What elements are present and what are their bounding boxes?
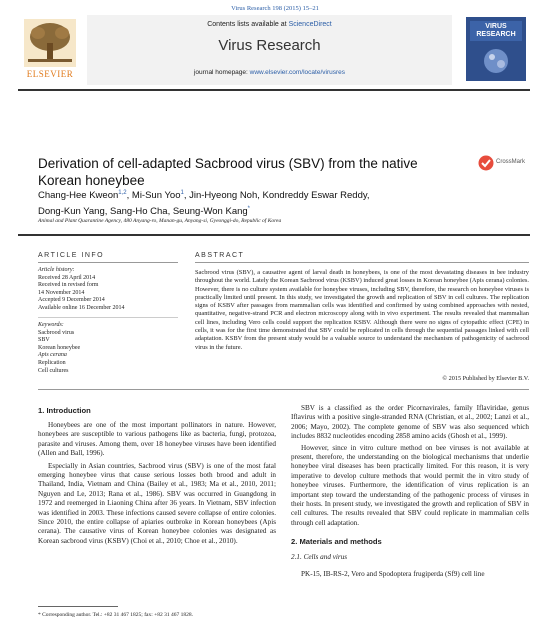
right-paragraph-2: However, since in vitro culture method on bee viruses is not available at present, therefore, the understanding on the biological mechanisms that underlie honeybee viral diseases has been practically limited. For this reason, it is very imperative to develop culture methods that would permit the in vitro study of honeybee viruses. Furthermore, the identification of virus replication is an important step toward the understanding of the pathogenic process of viruses in their hosts. In present study, we investigated the growth and replication of SBV in cell cultures. The results revealed that SBV could replicate in mammalian cells through cell adaptation. — [291, 443, 529, 527]
copyright-line: © 2015 Published by Elsevier B.V. — [442, 375, 529, 382]
affiliation-rule — [18, 234, 530, 236]
methods-heading: 2. Materials and methods — [291, 537, 382, 547]
crossmark-badge[interactable] — [478, 150, 530, 176]
journal-citation: Virus Research 198 (2015) 15–21 — [231, 5, 319, 12]
abstract-text: Sacbrood virus (SBV), a causative agent of larval death in honeybees, is one of the most devastating diseases in bee industry throughout the world. Lately the Korean Sacbrood virus (KSBV) induced great losses in Korean honeybee (Apis cerana) colonies. However, there is no culture system available for honeybee viruses, including SBV, therefore, the research on honeybee viruses is practically limited until present. In this study, we investigated the growth and replication of SBV in cell cultures. The replication signs of KSBV after passages from mammalian cells was identified and confirmed by using combined approaches with nested, quantitative, negative-strand PCR and electron microscopy along with in vivo experiment. The results revealed that mammalian cell lines, including Vero cells could support the replication KSBV. Although there were no signs of cytopathic effect (CPE) in cells, it was for the first time demonstrated that SBV could be replicated in cells through the sequential passages linked with cell adaptation. KSBV from the present study would be a valuable source to understand the mechanism of pathogenicity of sacbrood virus in the future. — [195, 269, 529, 351]
journal-cover — [466, 17, 526, 81]
journal-name: Virus Research — [218, 37, 321, 54]
keywords-block: Keywords: Sacbrood virus SBV Korean honeybee Apis cerana Replication Cell cultures — [38, 322, 81, 374]
article-title: Derivation of cell-adapted Sacbrood virus (SBV) from the native Korean honeybee — [38, 156, 418, 188]
author-list: Chang-Hee Kweon$^{1,2}$, Mi-Sun Yoo$^1$, Jin-Hyeong Noh, Kondreddy Eswar Reddy, Dong-Kun Yang, Sang-Ho Cha, Seung-Won Kang* — [38, 190, 370, 217]
footnote-rule — [38, 606, 118, 607]
crossmark-icon — [478, 155, 494, 171]
corresponding-author-footnote: * Corresponding author. Tel.: +82 31 467 1825; fax: +82 31 467 1828. — [38, 612, 193, 618]
article-history: Article history: Received 28 April 2014 Received in revised form 14 November 2014 Accepted 9 December 2014 Available online 16 December 2014 — [38, 267, 125, 311]
left-column — [38, 401, 276, 546]
right-paragraph-1: SBV is a classified as the order Picornavirales, family Iflaviridae, genus Iflavirus with a positive single-stranded RNA (Christian, et al., 2002; Lanzi et al., 2006; Mayo, 2002). The complete genome of SBV was also sequenced which includes 8832 nucleotides encoding 2858 amino acids (Ghosh et al., 1999). — [291, 404, 529, 441]
cells-virus-heading: 2.1. Cells and virus — [291, 553, 348, 562]
abstract-bottom-rule — [38, 389, 529, 390]
journal-homepage: journal homepage: www.elsevier.com/locate/virusres — [193, 69, 346, 76]
intro-paragraph-2: Especially in Asian countries, Sacbrood virus (SBV) is one of the most fatal emerging honeybee virus that cause serious losses both brood and adult in Thailand, India, Vietnam and China (Bailey et al., 1983; Ma et al., 2010, 2011; Nguyen and Le, 2013; Rana et al., 1986). SBV was occurred in Guangdong in 1972 and reemerged in Liaoning China after 36 years. In Vietnam, SBV infection was identified in 2003. These infections caused severe collapse of entire colonies. Since 2010, the entire collapse of apiaries outbroke in Korean honeybees (Apis cerana). The causative virus of Korean honeybee colonies was designated as Korean sacbrood virus (KSBV) (Choi et al., 2010; Choe et al., 2010). — [38, 461, 276, 545]
article-info-rule — [38, 262, 178, 263]
keywords-rule — [38, 317, 178, 318]
elsevier-wordmark: ELSEVIER — [26, 69, 74, 79]
affiliation: Animal and Plant Quarantine Agency, 480 Anyang-ro, Manan-gu, Anyang-si, Gyeonggi-do, Republic of Korea — [38, 218, 282, 224]
right-column — [291, 404, 529, 579]
contents-line: Contents lists available at ScienceDirect — [207, 21, 332, 28]
elsevier-logo — [20, 17, 80, 81]
abstract-rule — [195, 262, 529, 263]
homepage-link[interactable]: www.elsevier.com/locate/virusres — [249, 69, 346, 76]
crossmark-label: CrossMark — [496, 159, 526, 165]
journal-cover-title: VIRUS RESEARCH — [476, 23, 516, 38]
header-rule — [18, 89, 530, 91]
abstract-heading: ABSTRACT — [195, 252, 245, 259]
sciencedirect-link[interactable]: ScienceDirect — [288, 21, 332, 28]
article-info-heading: ARTICLE INFO — [38, 252, 105, 259]
intro-paragraph-1: Honeybees are one of the most important pollinators in nature. However, honeybees are susceptible to various pathogens like as bacteria, fungi, protozoa, parasite and viruses. Among them, over 18 honeybee viruses have been identified (Allen and Ball, 1996). — [38, 421, 276, 458]
intro-heading: 1. Introduction — [38, 406, 91, 415]
right-paragraph-3: PK-15, IB-RS-2, Vero and Spodoptera frugiperda (Sf9) cell line — [301, 569, 485, 578]
